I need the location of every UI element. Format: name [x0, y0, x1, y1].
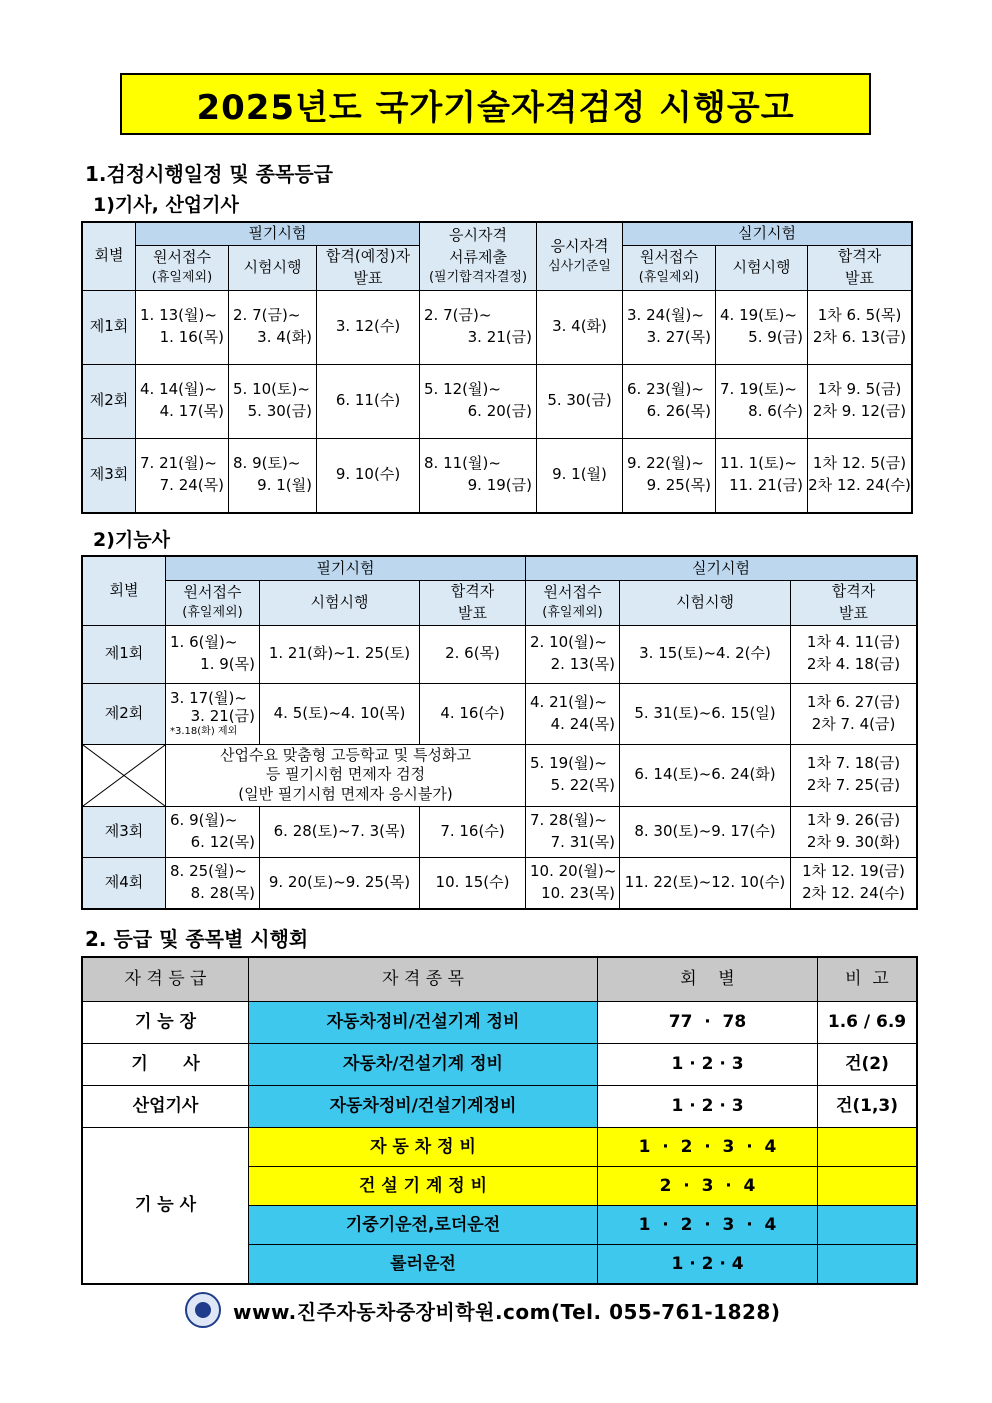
note-cell: 건(2)	[818, 1044, 917, 1086]
qual-date: 5. 30(금)	[537, 364, 623, 438]
pexam-period: 3. 15(토)~4. 2(수)	[620, 625, 791, 683]
header-written: 필기시험	[136, 223, 420, 246]
note-cell	[818, 1128, 917, 1167]
round-label: 제4회	[83, 857, 166, 908]
header-pexam: 시험시행	[620, 581, 791, 626]
app-period: 7. 21(월)~ 7. 24(목)	[136, 438, 229, 512]
exam-period: 2. 7(금)~ 3. 4(화)	[229, 290, 317, 364]
round-cell: 1 · 2 · 3	[598, 1044, 818, 1086]
round-label: 제2회	[83, 364, 136, 438]
grade-cell-craftsman: 기 능 사	[83, 1128, 249, 1284]
header-note: 비 고	[818, 958, 917, 1002]
round-cell: 1 · 2 · 4	[598, 1245, 818, 1284]
presult-dates: 1차 6. 5(목) 2차 6. 13(금)	[808, 290, 912, 364]
round-cell: 1 · 2 · 3 · 4	[598, 1128, 818, 1167]
schedule-table-engineer	[82, 222, 912, 513]
table-row	[83, 744, 917, 806]
header-practical: 실기시험	[623, 223, 912, 246]
exam-period: 6. 28(토)~7. 3(목)	[260, 806, 420, 857]
exam-period: 1. 21(화)~1. 25(토)	[260, 625, 420, 683]
note-cell	[818, 1167, 917, 1206]
result-date: 2. 6(목)	[420, 625, 526, 683]
papp-period: 9. 22(월)~ 9. 25(목)	[623, 438, 716, 512]
papp-period: 3. 24(월)~ 3. 27(목)	[623, 290, 716, 364]
header-papp: 원서접수 (휴일제외)	[526, 581, 620, 626]
section1-sub1-heading: 1)기사, 산업기사	[93, 194, 239, 216]
special-exam-note: 산업수요 맞춤형 고등학교 및 특성화고 등 필기시험 면제자 검정 (일반 필기시험 면제자 응시불가)	[166, 744, 526, 806]
item-cell: 건 설 기 계 정 비	[249, 1167, 598, 1206]
header-result: 합격자 발표	[420, 581, 526, 626]
section2-heading: 2. 등급 및 종목별 시행회	[85, 927, 309, 951]
round-cell: 77 · 78	[598, 1002, 818, 1044]
grade-cell: 기 능 장	[83, 1002, 249, 1044]
round-label: 제1회	[83, 625, 166, 683]
header-papp: 원서접수 (휴일제외)	[623, 246, 716, 291]
result-date: 6. 11(수)	[317, 364, 420, 438]
header-round: 회 별	[598, 958, 818, 1002]
result-date: 10. 15(수)	[420, 857, 526, 908]
cross-mark-icon	[83, 745, 165, 806]
section1-heading: 1.검정시행일정 및 종목등급	[85, 162, 333, 186]
header-written: 필기시험	[166, 557, 526, 581]
presult-dates: 1차 7. 18(금) 2차 7. 25(금)	[791, 744, 917, 806]
exam-period: 5. 10(토)~ 5. 30(금)	[229, 364, 317, 438]
table-row	[83, 857, 917, 908]
table-row	[83, 1128, 917, 1167]
header-exam: 시험시행	[229, 246, 317, 291]
grade-cell: 기 사	[83, 1044, 249, 1086]
header-docs: 응시자격 서류제출 (필기합격자결정)	[420, 223, 537, 291]
header-round: 회별	[83, 557, 166, 626]
header-item: 자 격 종 목	[249, 958, 598, 1002]
result-date: 9. 10(수)	[317, 438, 420, 512]
round-label: 제3회	[83, 438, 136, 512]
presult-dates: 1차 9. 26(금) 2차 9. 30(화)	[791, 806, 917, 857]
papp-period: 2. 10(월)~ 2. 13(목)	[526, 625, 620, 683]
pexam-period: 11. 22(토)~12. 10(수)	[620, 857, 791, 908]
header-pexam: 시험시행	[716, 246, 808, 291]
app-period: 8. 25(월)~ 8. 28(목)	[166, 857, 260, 908]
round-label: 제2회	[83, 683, 166, 744]
presult-dates: 1차 12. 5(금) 2차 12. 24(수)	[808, 438, 912, 512]
pexam-period: 8. 30(토)~9. 17(수)	[620, 806, 791, 857]
item-cell: 자동차/건설기계 정비	[249, 1044, 598, 1086]
note-cell	[818, 1206, 917, 1245]
table-row	[83, 683, 917, 744]
presult-dates: 1차 6. 27(금) 2차 7. 4(금)	[791, 683, 917, 744]
item-cell: 롤러운전	[249, 1245, 598, 1284]
table-row	[83, 1044, 917, 1086]
result-date: 4. 16(수)	[420, 683, 526, 744]
papp-period: 7. 28(월)~ 7. 31(목)	[526, 806, 620, 857]
table-row	[83, 438, 912, 512]
section1-sub2-heading: 2)기능사	[93, 529, 170, 551]
header-grade: 자 격 등 급	[83, 958, 249, 1002]
exam-period: 8. 9(토)~ 9. 1(월)	[229, 438, 317, 512]
header-result: 합격(예정)자 발표	[317, 246, 420, 291]
grade-cell: 산업기사	[83, 1086, 249, 1128]
item-cell: 자동차정비/건설기계정비	[249, 1086, 598, 1128]
header-exam: 시험시행	[260, 581, 420, 626]
docs-period: 5. 12(월)~ 6. 20(금)	[420, 364, 537, 438]
presult-dates: 1차 9. 5(금) 2차 9. 12(금)	[808, 364, 912, 438]
header-presult: 합격자 발표	[808, 246, 912, 291]
header-presult: 합격자 발표	[791, 581, 917, 626]
footer	[185, 1292, 781, 1328]
round-label: 제3회	[83, 806, 166, 857]
item-cell: 기중기운전,로더운전	[249, 1206, 598, 1245]
footer-contact-link[interactable]: www.진주자동차중장비학원.com(Tel. 055-761-1828)	[233, 1299, 781, 1324]
grade-item-table	[82, 957, 917, 1284]
table-row	[83, 1086, 917, 1128]
header-qual: 응시자격 심사기준일	[537, 223, 623, 291]
qual-date: 9. 1(월)	[537, 438, 623, 512]
pexam-period: 4. 19(토)~ 5. 9(금)	[716, 290, 808, 364]
docs-period: 8. 11(월)~ 9. 19(금)	[420, 438, 537, 512]
table-row	[83, 290, 912, 364]
qual-date: 3. 4(화)	[537, 290, 623, 364]
pexam-period: 7. 19(토)~ 8. 6(수)	[716, 364, 808, 438]
table-row	[83, 364, 912, 438]
app-period: 1. 6(월)~ 1. 9(목)	[166, 625, 260, 683]
papp-period: 4. 21(월)~ 4. 24(목)	[526, 683, 620, 744]
note-cell: 1.6 / 6.9	[818, 1002, 917, 1044]
presult-dates: 1차 12. 19(금) 2차 12. 24(수)	[791, 857, 917, 908]
round-cell: 1 · 2 · 3	[598, 1086, 818, 1128]
page-title: 2025년도 국가기술자격검정 시행공고	[120, 73, 871, 135]
pexam-period: 11. 1(토)~ 11. 21(금)	[716, 438, 808, 512]
papp-period: 6. 23(월)~ 6. 26(목)	[623, 364, 716, 438]
round-cell: 2 · 3 · 4	[598, 1167, 818, 1206]
table-row	[83, 625, 917, 683]
exam-period: 4. 5(토)~4. 10(목)	[260, 683, 420, 744]
note-cell: 건(1,3)	[818, 1086, 917, 1128]
papp-period: 10. 20(월)~ 10. 23(목)	[526, 857, 620, 908]
app-period: 1. 13(월)~ 1. 16(목)	[136, 290, 229, 364]
academy-logo-icon	[185, 1292, 221, 1328]
pexam-period: 6. 14(토)~6. 24(화)	[620, 744, 791, 806]
crossed-out-cell	[83, 744, 166, 806]
presult-dates: 1차 4. 11(금) 2차 4. 18(금)	[791, 625, 917, 683]
pexam-period: 5. 31(토)~6. 15(일)	[620, 683, 791, 744]
header-app: 원서접수 (휴일제외)	[136, 246, 229, 291]
note-cell	[818, 1245, 917, 1284]
app-period: 3. 17(월)~ 3. 21(금) *3.18(화) 제외	[166, 683, 260, 744]
docs-period: 2. 7(금)~ 3. 21(금)	[420, 290, 537, 364]
result-date: 7. 16(수)	[420, 806, 526, 857]
item-cell: 자동차정비/건설기계 정비	[249, 1002, 598, 1044]
header-round: 회별	[83, 223, 136, 291]
header-app: 원서접수 (휴일제외)	[166, 581, 260, 626]
app-period: 4. 14(월)~ 4. 17(목)	[136, 364, 229, 438]
header-practical: 실기시험	[526, 557, 917, 581]
app-period: 6. 9(월)~ 6. 12(목)	[166, 806, 260, 857]
result-date: 3. 12(수)	[317, 290, 420, 364]
schedule-table-craftsman	[82, 556, 917, 909]
round-cell: 1 · 2 · 3 · 4	[598, 1206, 818, 1245]
table-row	[83, 806, 917, 857]
table-row	[83, 1002, 917, 1044]
papp-period: 5. 19(월)~ 5. 22(목)	[526, 744, 620, 806]
exam-period: 9. 20(토)~9. 25(목)	[260, 857, 420, 908]
item-cell: 자 동 차 정 비	[249, 1128, 598, 1167]
round-label: 제1회	[83, 290, 136, 364]
